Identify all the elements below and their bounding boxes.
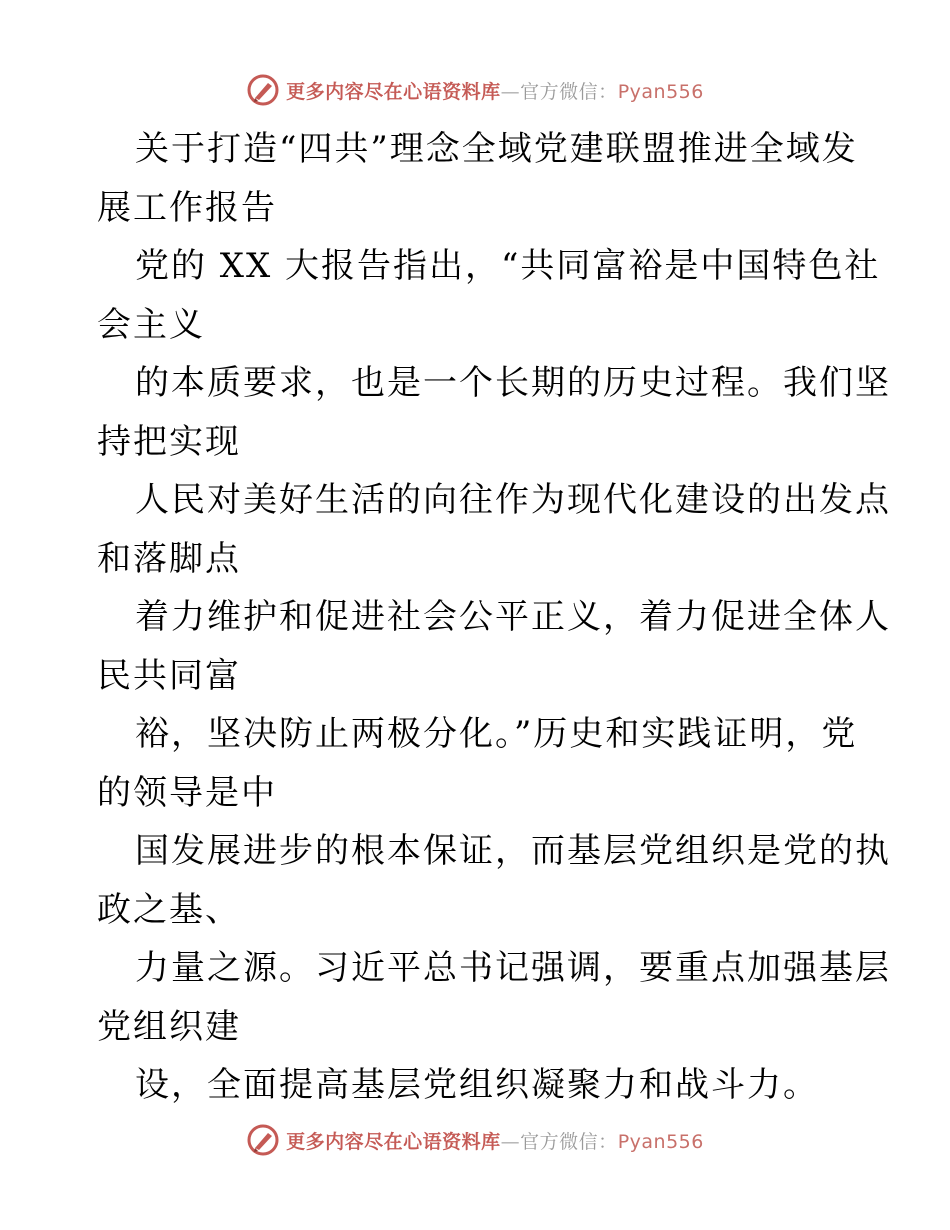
text-line: 设，全面提高基层党组织凝聚力和战斗力。 <box>135 1065 819 1105</box>
text-line: 裕，坚决防止两极分化。”历史和实践证明，党 <box>135 714 858 754</box>
banner-wechat-label: 官方微信： <box>520 80 618 103</box>
text-line: 民共同富 <box>97 655 241 696</box>
text-line: 展工作报告 <box>97 187 277 228</box>
text-line: 党组织建 <box>97 1006 241 1047</box>
banner-main-text: 更多内容尽在心语资料库 <box>286 80 501 103</box>
banner-wechat-id: Pyan556 <box>617 1130 704 1153</box>
text-line: 政之基、 <box>97 889 241 930</box>
banner-dash: — <box>500 1130 521 1153</box>
text-line: 和落脚点 <box>97 538 241 579</box>
text-line: 持把实现 <box>97 421 241 462</box>
banner-text <box>286 1127 704 1154</box>
banner-wechat-label: 官方微信： <box>520 1130 618 1153</box>
text-line: 国发展进步的根本保证，而基层党组织是党的执 <box>135 831 891 871</box>
document-body <box>97 120 891 1115</box>
text-line: 关于打造“四共”理念全域党建联盟推进全域发 <box>135 129 858 169</box>
banner-wechat-id: Pyan556 <box>617 80 704 103</box>
text-line: 人民对美好生活的向往作为现代化建设的出发点 <box>135 480 891 520</box>
text-line: 会主义 <box>97 304 205 345</box>
header-banner <box>0 70 950 110</box>
banner-dash: — <box>500 80 521 103</box>
text-line: 着力维护和促进社会公平正义，着力促进全体人 <box>135 597 891 637</box>
text-line: 的领导是中 <box>97 772 277 813</box>
footer-banner <box>0 1120 950 1160</box>
text-line: 的本质要求，也是一个长期的历史过程。我们坚 <box>135 363 891 403</box>
banner-main-text: 更多内容尽在心语资料库 <box>286 1130 501 1153</box>
pen-logo-icon <box>246 1123 280 1157</box>
pen-logo-icon <box>246 73 280 107</box>
text-line: 党的 XX 大报告指出，“共同富裕是中国特色社 <box>135 246 881 286</box>
header-banner-content <box>246 73 704 107</box>
text-line: 力量之源。习近平总书记强调，要重点加强基层 <box>135 948 891 988</box>
banner-text <box>286 77 704 104</box>
footer-banner-content <box>246 1123 704 1157</box>
